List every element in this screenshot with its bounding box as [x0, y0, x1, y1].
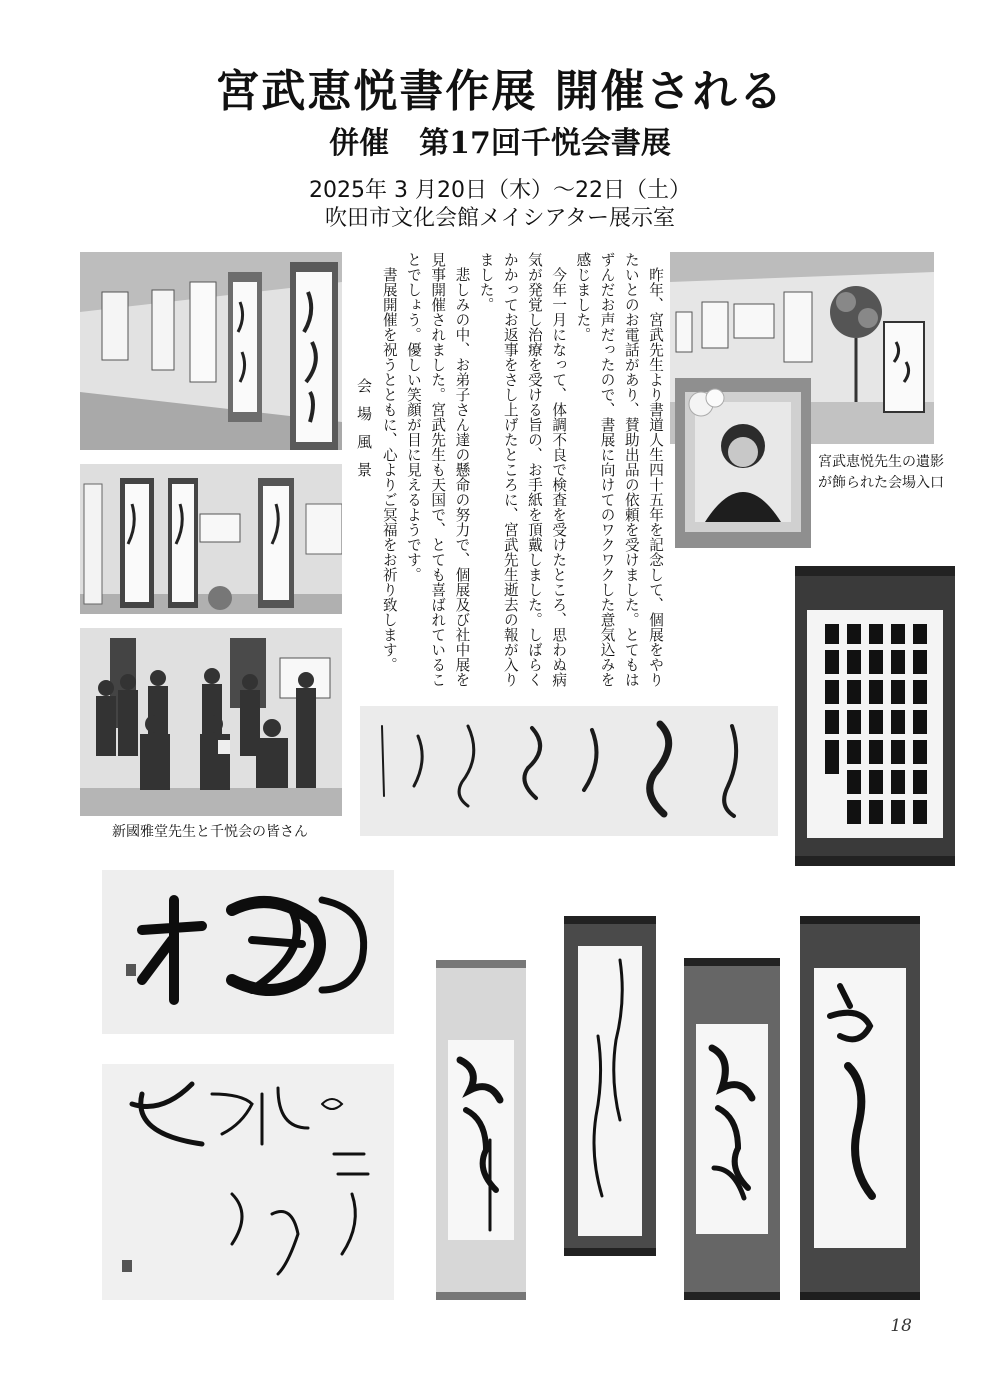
memorial-portrait: [675, 378, 811, 548]
page-title: 宮武恵悦書作展 開催される: [215, 66, 785, 117]
portrait-caption: 宮武恵悦先生の遺影が飾られた会場入口: [818, 454, 944, 491]
article-paragraph: 昨年、宮武先生より書道人生四十五年を記念して、個展をやりたいとのお電話があり、賛助出品の依頼を受けました。とてもはずんだお声だったので、書展に向けてのワクワクした意気込みを感じました。: [574, 252, 664, 687]
venue-photo-1: [80, 252, 342, 450]
group-photo: [80, 628, 342, 816]
article-paragraph: 今年一月になって、体調不良で検査を受けたところ、思わぬ病気が発覚し治療を受ける旨の、お手紙を頂戴しました。しばらくかかってお返事をさし上げたところに、宮武先生逝去の報が入りました。: [477, 252, 568, 687]
artwork-kana-horizontal: [360, 706, 778, 836]
page-subtitle: 併催 第17回千悦会書展: [329, 126, 671, 161]
artwork-scroll-1: [436, 960, 526, 1300]
artwork-smile: [102, 1064, 394, 1300]
page-number: 18: [890, 1316, 912, 1336]
venue-photo-2: [80, 464, 342, 614]
artwork-sakura: [102, 870, 394, 1034]
article-paragraph: 書展開催を祝うとともに、心よりご冥福をお祈り致します。: [380, 266, 398, 672]
event-date: 2025年 3 月20日（木）～22日（土）: [309, 178, 691, 203]
article-body: [380, 252, 667, 692]
artwork-scroll-4: [800, 916, 920, 1300]
artwork-scroll-kanshi: [795, 566, 955, 866]
artwork-scroll-3: [684, 958, 780, 1300]
article-paragraph: 悲しみの中、お弟子さん達の懸命の努力で、個展及び社中展を見事開催されました。宮武先生も天国で、とても喜ばれていることでしょう。優しい笑顔が目に見えるようです。: [404, 252, 471, 687]
event-venue: 吹田市文化会館メイシアター展示室: [324, 206, 676, 231]
group-photo-caption: 新國雅堂先生と千悦会の皆さん: [112, 824, 308, 840]
artwork-scroll-2: [564, 916, 656, 1256]
venue-scene-label: 会場風景: [355, 378, 373, 490]
